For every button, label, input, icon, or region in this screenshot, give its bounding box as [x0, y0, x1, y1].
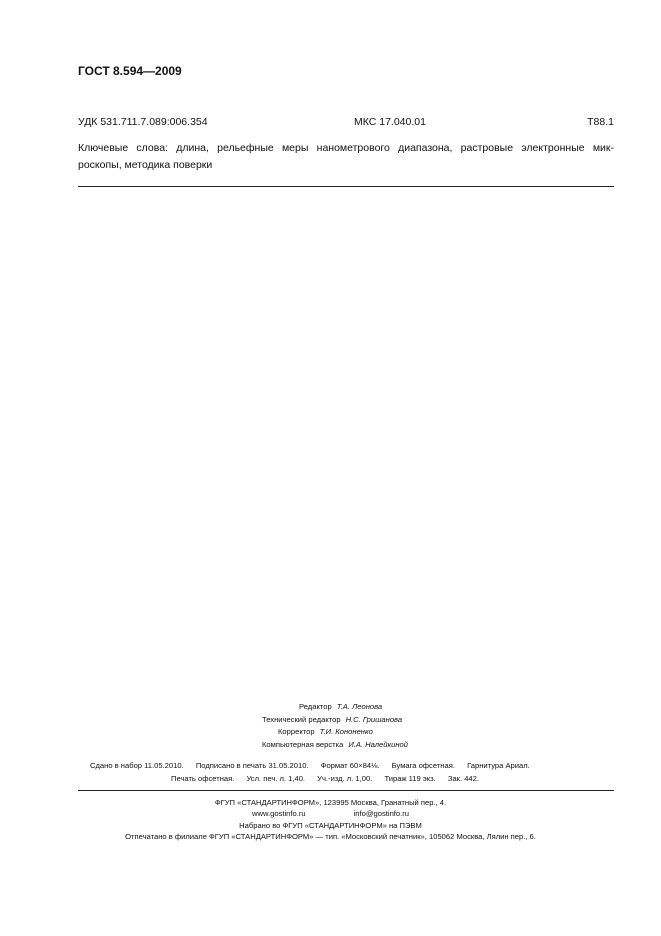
- credit-person: Н.С. Гришанова: [345, 714, 403, 724]
- printing-method: Печать офсетная.: [171, 773, 235, 783]
- credit-editor: [299, 701, 382, 714]
- credit-role: Компьютерная верстка: [262, 739, 344, 749]
- publisher-sheets: Уч.-изд. л. 1,00.: [317, 773, 373, 783]
- t-code: Т88.1: [587, 116, 614, 128]
- print-info-line-1: [90, 760, 530, 773]
- paper-format: Формат 60×84⅛.: [320, 761, 380, 770]
- credit-technical-editor: [262, 714, 402, 727]
- keywords-divider: [78, 186, 614, 187]
- standard-designation: ГОСТ 8.594—2009: [78, 64, 182, 78]
- credit-role: Редактор: [299, 702, 332, 711]
- keywords-line-2: роскопы, методика поверки: [78, 159, 213, 171]
- credit-role: Корректор: [278, 727, 315, 736]
- credit-proofreader: [278, 726, 373, 739]
- publisher-contacts: [0, 808, 661, 819]
- typeface: Гарнитура Ариал.: [467, 761, 530, 770]
- keywords-line-1: Ключевые слова: длина, рельефные меры нанометрового диапазона, растровые электронные мик-: [78, 142, 614, 154]
- keywords-block: [78, 140, 614, 174]
- submitted-date: Сдано в набор 11.05.2010.: [90, 761, 184, 770]
- signed-date: Подписано в печать 31.05.2010.: [195, 761, 309, 770]
- paper-type: Бумага офсетная.: [391, 761, 455, 770]
- publisher-email: info@gostinfo.ru: [353, 809, 410, 819]
- credit-person: И.А. Налейкиной: [348, 739, 408, 749]
- order-number: Зак. 442.: [447, 773, 479, 783]
- publisher-address: ФГУП «СТАНДАРТИНФОРМ», 123995 Москва, Гранатный пер., 4.: [214, 798, 447, 807]
- print-run: Тираж 119 экз.: [384, 773, 436, 783]
- mks-code: МКС 17.040.01: [354, 116, 426, 128]
- typeset-note: Набрано во ФГУП «СТАНДАРТИНФОРМ» на ПЭВМ: [239, 820, 422, 830]
- imprint-divider: [78, 790, 614, 791]
- credit-person: Т.А. Леонова: [336, 702, 383, 711]
- publisher-website: www.gostinfo.ru: [251, 809, 306, 819]
- udk-code: УДК 531.711.7.089:006.354: [78, 116, 208, 128]
- publisher-imprint: [0, 797, 661, 842]
- credit-person: Т.И. Кононенко: [319, 727, 373, 736]
- print-sheets: Усл. печ. л. 1,40.: [246, 773, 306, 783]
- printed-note: Отпечатано в филиале ФГУП «СТАНДАРТИНФОРМ» — тип. «Московский печатник», 105062 Москва, Лялин пер., 6.: [125, 831, 536, 841]
- credit-role: Технический редактор: [262, 714, 341, 724]
- print-info-line-2: [171, 773, 479, 786]
- credit-layout: [262, 739, 408, 752]
